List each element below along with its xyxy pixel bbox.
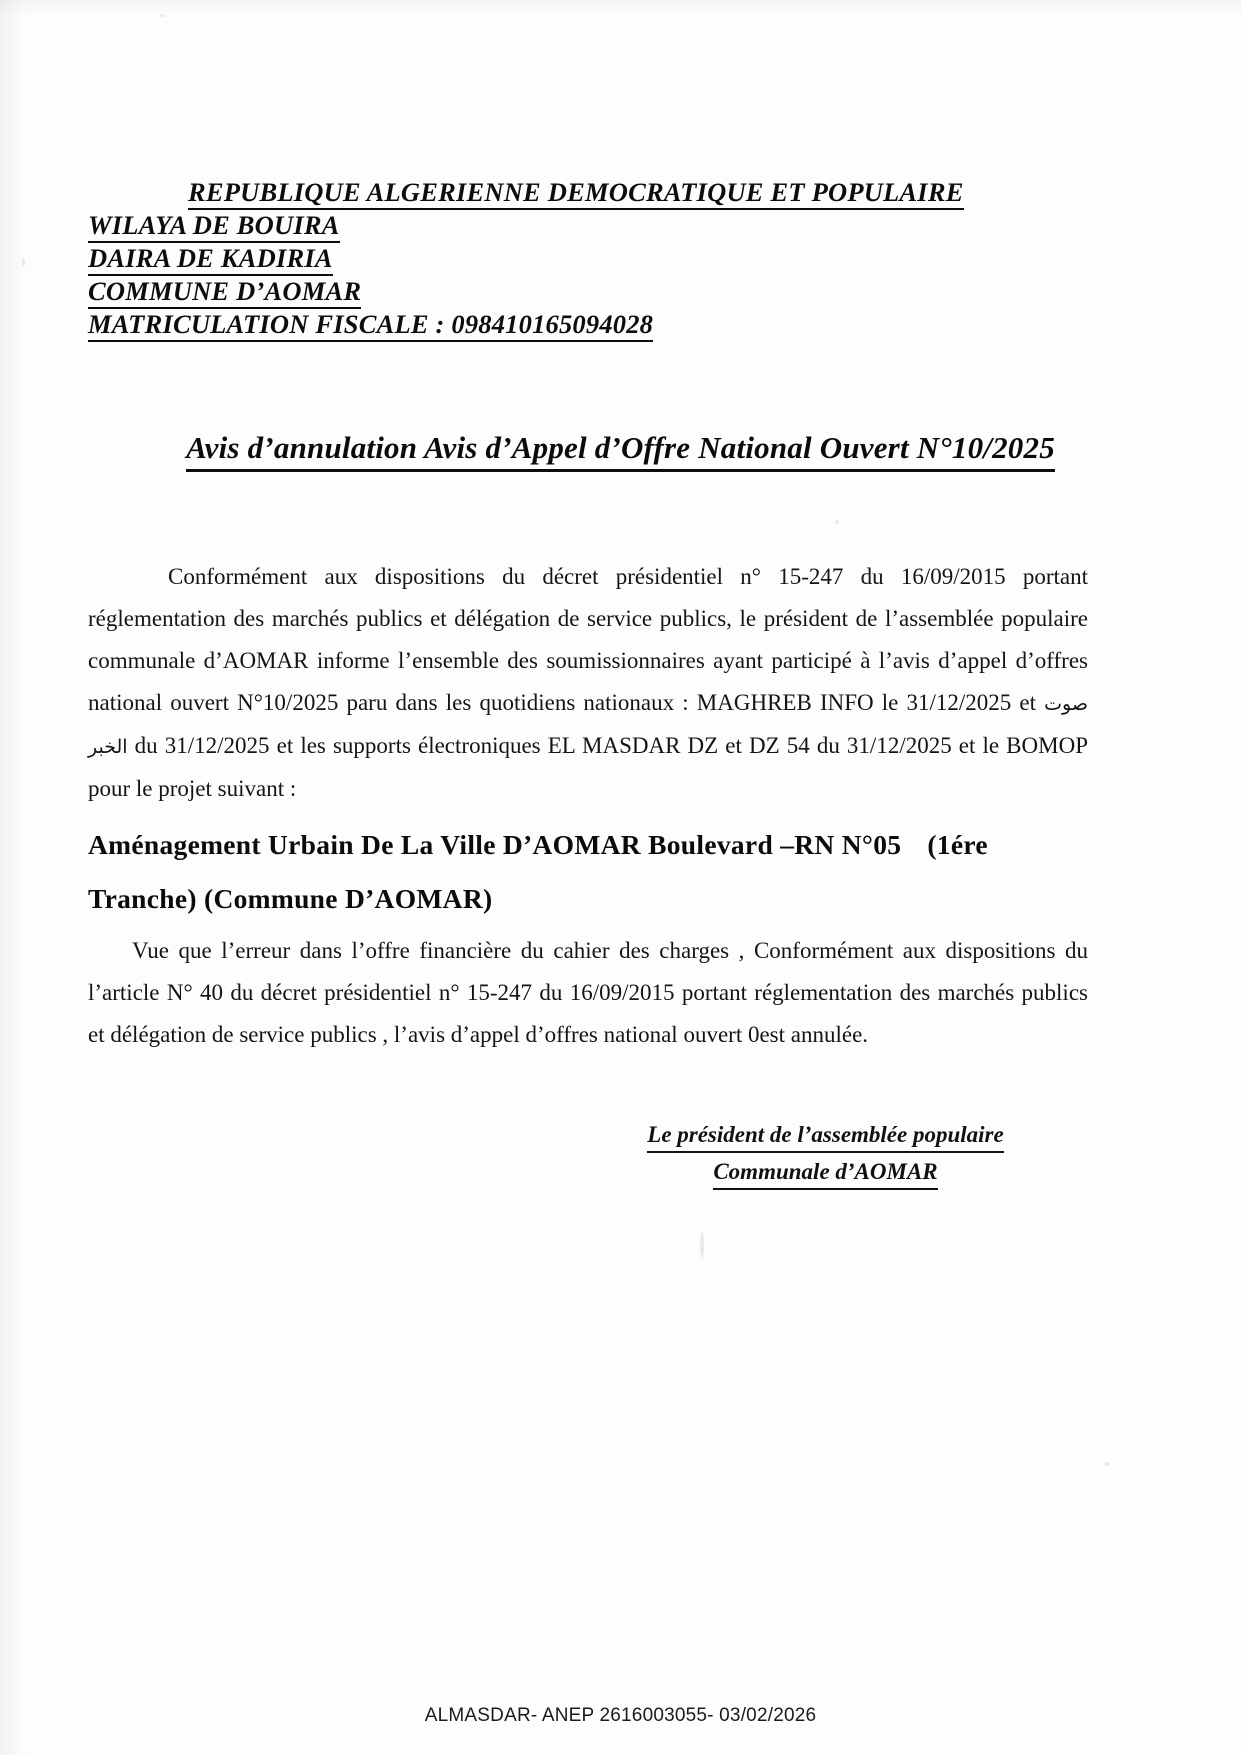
letterhead-line-daira-text: DAIRA DE KADIRIA bbox=[88, 243, 333, 276]
signature-block bbox=[0, 1120, 1241, 1190]
signature-line-2: Communale d’AOMAR bbox=[713, 1157, 937, 1190]
letterhead-line-republic bbox=[88, 176, 1088, 209]
page-title-text: Avis d’annulation Avis d’Appel d’Offre National Ouvert N°10/2025 bbox=[186, 430, 1055, 472]
body-paragraph-1 bbox=[88, 556, 1088, 810]
letterhead-line-matriculation-text: MATRICULATION FISCALE : 098410165094028 bbox=[88, 309, 653, 342]
project-title-line-2: (1ére Tranche) (Commune D’AOMAR) bbox=[88, 829, 988, 914]
signature-line-2-wrapper bbox=[410, 1153, 1241, 1190]
letterhead-line-wilaya-text: WILAYA DE BOUIRA bbox=[88, 210, 340, 243]
letterhead-line-matriculation bbox=[88, 308, 1088, 341]
signature-line-1: Le président de l’assemblée populaire bbox=[647, 1120, 1003, 1153]
letterhead-line-wilaya bbox=[88, 209, 1088, 242]
document-body bbox=[88, 556, 1088, 1056]
body-paragraph-2: Vue que l’erreur dans l’offre financière du cahier des charges , Conformément aux dispositions du l’article N° 40 du décret présidentiel n° 15-247 du 16/09/2015 portant réglementation des marchés publics et délégation de service publics , l’avis d’appel d’offres national ouvert 0est annulée. bbox=[88, 938, 1088, 1047]
page-footer: ALMASDAR- ANEP 2616003055- 03/02/2026 bbox=[424, 1705, 817, 1726]
project-title bbox=[88, 818, 1088, 926]
body-paragraph-1-part-b: du 31/12/2025 et les supports électroniques EL MASDAR DZ et DZ 54 du 31/12/2025 et le BOMOP pour le projet suivant : bbox=[88, 733, 1088, 801]
letterhead-line-republic-text: REPUBLIQUE ALGERIENNE DEMOCRATIQUE ET POPULAIRE bbox=[188, 177, 964, 210]
body-paragraph-1-part-a: Conformément aux dispositions du décret présidentiel n° 15-247 du 16/09/2015 portant réglementation des marchés publics et délégation de service publics, le président de l’assemblée populaire communale d’AOMAR informe l’ensemble des soumissionnaires ayant participé à l’avis d’appel d’offres national ouvert N°10/2025 paru dans les quotidiens nationaux : MAGHREB INFO le 31/12/2025 et bbox=[88, 564, 1088, 715]
letterhead-line-daira bbox=[88, 242, 1088, 275]
project-title-line-1: Aménagement Urbain De La Ville D’AOMAR Boulevard –RN N°05 bbox=[88, 829, 902, 860]
signature-line-1-wrapper bbox=[410, 1120, 1241, 1153]
letterhead bbox=[88, 176, 1088, 341]
arabic-newspaper-name: صوت الخبر bbox=[88, 693, 1088, 758]
letterhead-line-commune bbox=[88, 275, 1088, 308]
letterhead-line-commune-text: COMMUNE D’AOMAR bbox=[88, 276, 361, 309]
page-title bbox=[0, 430, 1241, 472]
